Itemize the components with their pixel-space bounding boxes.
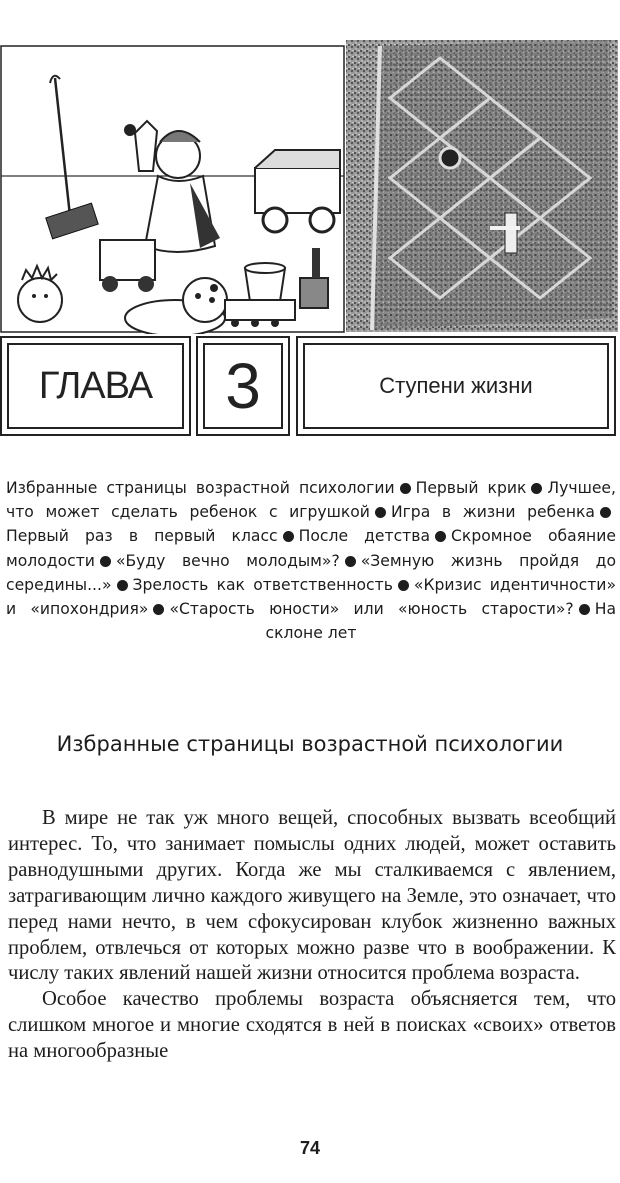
- page-number: 74: [299, 1138, 321, 1158]
- contents-item: Лучшее, что может сделать ребенок с игрушкой: [6, 479, 616, 522]
- bullet-icon: [100, 556, 111, 567]
- contents-item: «Кризис идентичности» и «ипохондрия»: [6, 575, 616, 619]
- chapter-title-frame: [303, 343, 609, 429]
- chapter-label: ГЛАВА: [38, 364, 153, 407]
- chapter-label-frame: [7, 343, 184, 429]
- chapter-title-box: [296, 336, 616, 436]
- contents-item: Игра в жизни ребенка: [390, 503, 595, 522]
- chapter-label-box: [0, 336, 191, 436]
- paragraph: В мире не так уж много вещей, способных вызвать всеобщий интерес. То, что занимает помыслы одних людей, может оставить равнодушными других. Когда же мы сталкиваемся с явлением, затрагивающим лично каждого живущего на Земле, это означает, что перед нами нечто, в чем сфокусирован клубок жизненно важных проблем, отвлечься от которых можно разве что в воображении. К числу таких явлений нашей жизни относится проблема возраста.: [8, 807, 616, 985]
- chapter-number-box: [196, 336, 290, 436]
- contents-item: Первый раз в первый класс: [6, 527, 278, 546]
- contents-item: Зрелость как ответственность: [132, 575, 393, 594]
- body-text: [8, 806, 616, 1065]
- chapter-contents: [6, 476, 616, 645]
- paragraph: Особое качество проблемы возраста объясняется тем, что слишком многое и многие сходятся в ней в поисках «своих» ответов на многообразные: [8, 988, 616, 1063]
- chapter-heading: [0, 336, 618, 440]
- section-title: Избранные страницы возрастной психологии: [56, 732, 564, 756]
- bullet-icon: [579, 604, 590, 615]
- contents-item: Избранные страницы возрастной психологии: [6, 479, 395, 497]
- toys-drawing: [1, 46, 344, 334]
- illustration-svg: [0, 38, 618, 334]
- bullet-icon: [398, 580, 409, 591]
- contents-item: На склоне лет: [265, 600, 617, 643]
- chapter-number-frame: [203, 343, 283, 429]
- bullet-icon: [375, 507, 386, 518]
- contents-item: «Буду вечно молодым»?: [115, 551, 340, 570]
- bullet-icon: [345, 556, 356, 567]
- contents-item: «Старость юности» или «юность старости»?: [169, 600, 574, 619]
- contents-item: Скромное обаяние молодости: [6, 527, 616, 570]
- contents-item: Первый крик: [415, 479, 527, 497]
- door-photo: [346, 40, 618, 332]
- contents-item: После детства: [298, 527, 431, 546]
- bullet-icon: [400, 483, 411, 494]
- bullet-icon: [117, 580, 128, 591]
- bullet-icon: [153, 604, 164, 615]
- contents-item: «Земную жизнь пройдя до середины...»: [6, 551, 616, 594]
- bullet-icon: [600, 507, 611, 518]
- bullet-icon: [435, 531, 446, 542]
- chapter-title: Ступени жизни: [379, 373, 533, 398]
- chapter-number: 3: [225, 350, 261, 422]
- bullet-icon: [283, 531, 294, 542]
- chapter-illustration: [0, 38, 618, 334]
- bullet-icon: [531, 483, 542, 494]
